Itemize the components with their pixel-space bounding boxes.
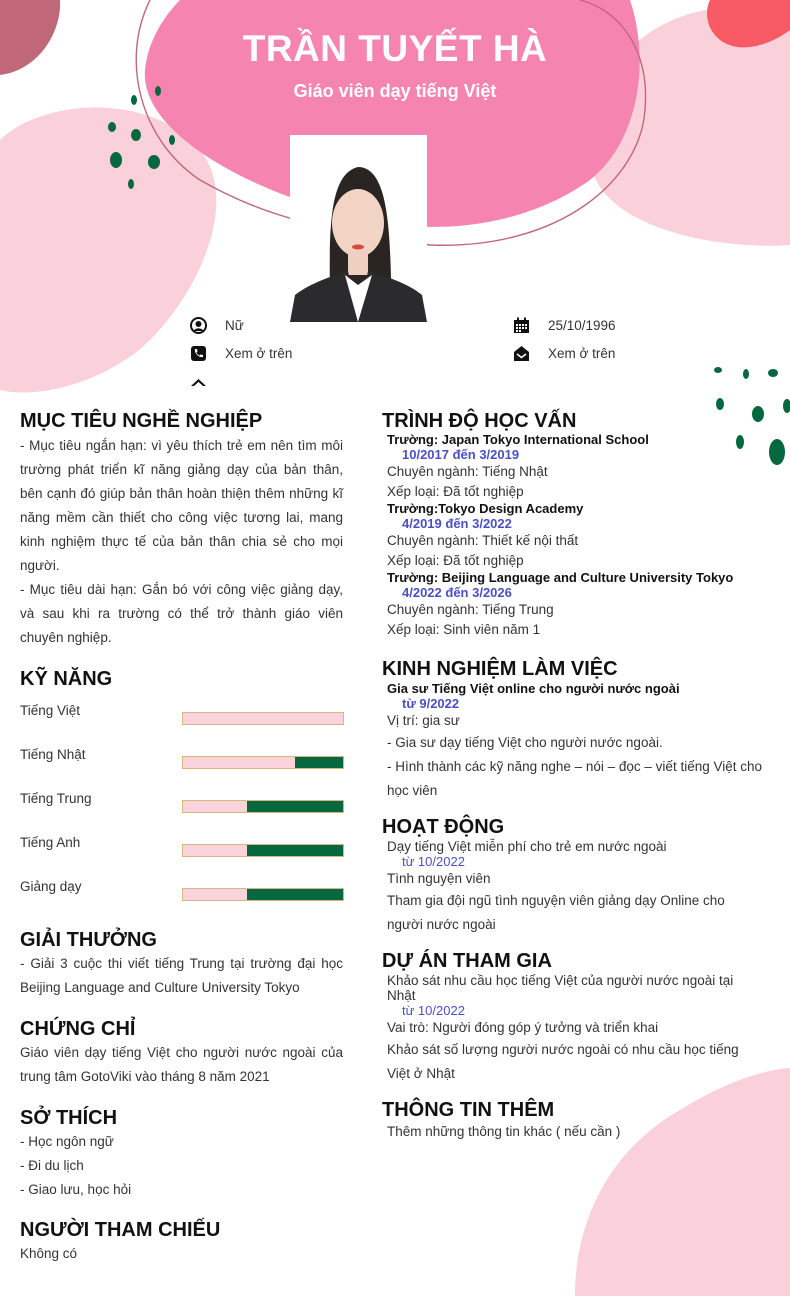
experience-section (382, 657, 762, 803)
school-name: Trường: Beijing Language and Culture University Tokyo (387, 570, 734, 585)
school-name: Trường:Tokyo Design Academy (387, 501, 584, 516)
grade: Xếp loại: Đã tốt nghiệp (387, 552, 524, 568)
contact-phone (190, 343, 292, 363)
blob-top-left-rose (0, 0, 60, 75)
long-term-objective: - Mục tiêu dài hạn: Gắn bó với công việc giảng dạy, và sau khi ra trường có thể trở thành giáo viên chuyên nghiệp. (20, 582, 343, 645)
section-heading: DỰ ÁN THAM GIA (382, 950, 552, 972)
grade: Xếp loại: Sinh viên năm 1 (387, 621, 541, 637)
activity-description: Tham gia đội ngũ tình nguyện viên giảng dạy Online cho người nước ngoài (387, 892, 725, 932)
profile-photo (290, 135, 427, 322)
email-value[interactable]: Xem ở trên (548, 345, 616, 361)
projects-section (382, 949, 762, 1086)
section-heading: CHỨNG CHỈ (20, 1018, 136, 1040)
education-section (382, 409, 762, 639)
hobbies-section (20, 1106, 343, 1202)
additional-section (382, 1098, 762, 1142)
project-period: từ 10/2022 (402, 1003, 465, 1018)
major: Chuyên ngành: Tiếng Trung (387, 602, 554, 617)
blob-left-light (0, 108, 216, 393)
study-period: 4/2022 đến 3/2026 (402, 585, 512, 600)
objective-section (20, 409, 343, 650)
skill-bar-fill (183, 713, 343, 724)
contact-email (513, 343, 615, 363)
skill-bar (182, 844, 344, 857)
section-heading: NGƯỜI THAM CHIẾU (20, 1219, 221, 1241)
activity-role: Tình nguyện viên (387, 871, 491, 886)
birthday-value: 25/10/1996 (548, 317, 616, 333)
skill-bar-fill (183, 757, 295, 768)
contact-gender (190, 315, 244, 335)
skill-bar-fill (183, 889, 247, 900)
candidate-name: TRẦN TUYẾT HÀ (242, 28, 548, 69)
section-heading: HOẠT ĐỘNG (382, 816, 505, 838)
skill-bar-fill (183, 845, 247, 856)
job-description: - Hình thành các kỹ năng nghe – nói – đọc – viết tiếng Việt cho học viên (387, 758, 763, 798)
section-heading: KỸ NĂNG (20, 668, 113, 690)
school-name: Trường: Japan Tokyo International School (387, 432, 649, 447)
skill-bar-fill (183, 801, 247, 812)
award-text: - Giải 3 cuộc thi viết tiếng Trung tại trường đại học Beijing Language and Culture University Tokyo (20, 956, 343, 995)
certificate-text: Giáo viên dạy tiếng Việt cho người nước ngoài của trung tâm GotoViki vào tháng 8 năm 2021 (20, 1045, 343, 1084)
skill-row (20, 703, 343, 723)
job-title: Giáo viên dạy tiếng Việt (293, 81, 497, 101)
project-role: Vai trò: Người đóng góp ý tưởng và triển khai (387, 1020, 659, 1035)
job-description: - Gia sư dạy tiếng Việt cho người nước ngoài. (387, 734, 663, 750)
job-name: Gia sư Tiếng Việt online cho người nước ngoài (387, 681, 680, 696)
contact-address (190, 370, 225, 390)
skill-bar (182, 756, 344, 769)
activity-name: Dạy tiếng Việt miễn phí cho trẻ em nước ngoài (387, 839, 667, 854)
awards-section (20, 928, 343, 1000)
skill-label: Giảng dạy (20, 879, 82, 894)
additional-text: Thêm những thông tin khác ( nếu cần ) (387, 1124, 621, 1139)
section-heading: TRÌNH ĐỘ HỌC VẤN (382, 410, 577, 432)
calendar-icon (513, 317, 530, 334)
user-icon (190, 317, 207, 334)
phone-icon (190, 345, 207, 362)
section-heading: GIẢI THƯỞNG (20, 929, 157, 951)
skill-label: Tiếng Việt (20, 703, 81, 718)
major: Chuyên ngành: Thiết kế nội thất (387, 533, 579, 548)
gender-value: Nữ (225, 317, 244, 333)
skill-label: Tiếng Trung (20, 791, 92, 806)
skill-label: Tiếng Nhật (20, 747, 86, 762)
references-section (20, 1218, 343, 1266)
hobby-item: - Đi du lịch (20, 1158, 84, 1173)
study-period: 10/2017 đến 3/2019 (402, 447, 520, 462)
section-heading: KINH NGHIỆM LÀM VIỆC (382, 658, 618, 680)
phone-value[interactable]: Xem ở trên (225, 345, 293, 361)
hobby-item: - Giao lưu, học hỏi (20, 1182, 132, 1197)
activities-section (382, 815, 762, 937)
section-heading: MỤC TIÊU NGHỀ NGHIỆP (20, 410, 263, 432)
study-period: 4/2019 đến 3/2022 (402, 516, 512, 531)
short-term-objective: - Mục tiêu ngắn hạn: vì yêu thích trẻ em nên tìm môi trường phát triển kĩ năng giảng dạy của bản thân, bên cạnh đó giúp bản thân hoàn thiện thêm những kĩ năng mềm cần thiết cho công việc tương lai, mang kinh nghiệm thực tế của bản thân chia sẻ cho mọi người. (20, 438, 343, 573)
section-heading: THÔNG TIN THÊM (382, 1099, 555, 1121)
project-description: Khảo sát số lượng người nước ngoài có nhu cầu học tiếng Việt ở Nhật (387, 1041, 739, 1081)
major: Chuyên ngành: Tiếng Nhật (387, 464, 548, 479)
hobby-item: - Học ngôn ngữ (20, 1134, 114, 1149)
home-icon (190, 372, 207, 389)
skill-bar (182, 712, 344, 725)
contact-birthday (513, 315, 616, 335)
activity-period: từ 10/2022 (402, 854, 465, 869)
skill-bar (182, 800, 344, 813)
section-heading: SỞ THÍCH (20, 1107, 118, 1129)
certificates-section (20, 1017, 343, 1089)
skills-heading-block (20, 667, 343, 691)
skill-label: Tiếng Anh (20, 835, 81, 850)
envelope-open-icon (513, 345, 530, 362)
job-position: Vị trí: gia sư (387, 713, 460, 728)
grade: Xếp loại: Đã tốt nghiệp (387, 483, 524, 499)
references-text: Không có (20, 1246, 78, 1261)
skill-bar (182, 888, 344, 901)
skill-row (20, 791, 343, 811)
skill-row (20, 835, 343, 855)
project-name: Khảo sát nhu cầu học tiếng Việt của người nước ngoài tại Nhật (387, 973, 734, 1003)
job-period: từ 9/2022 (402, 696, 460, 711)
skill-row (20, 879, 343, 899)
skill-row (20, 747, 343, 767)
